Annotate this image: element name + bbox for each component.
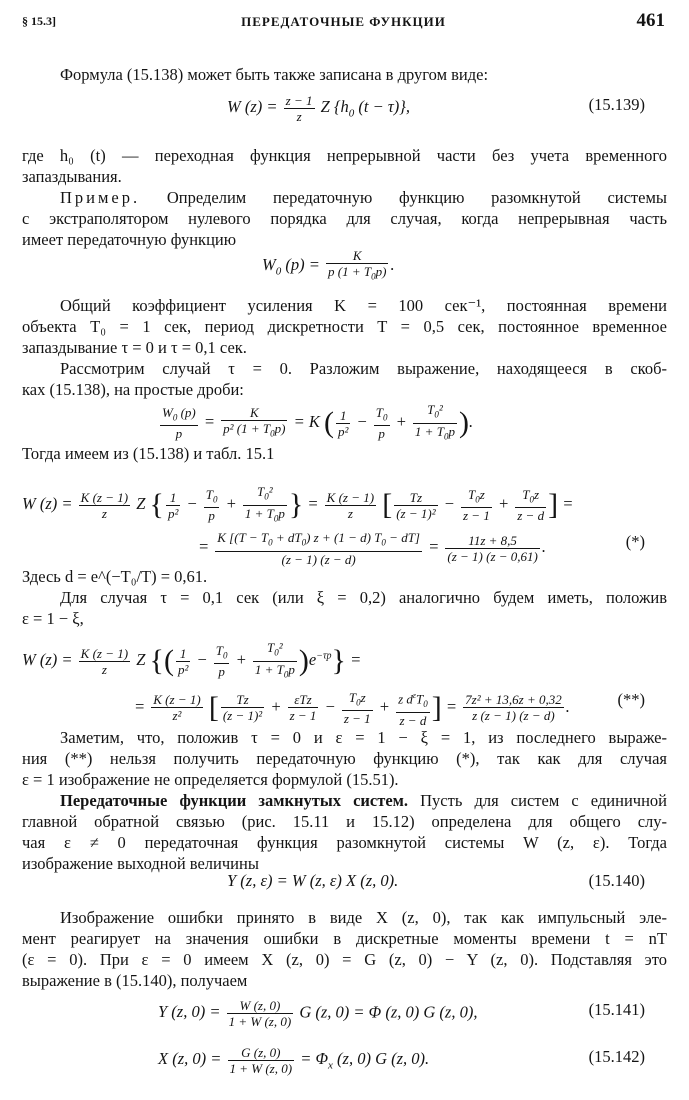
- text-line: мент реагирует на значения ошибки в дискретные моменты времени t = nT: [22, 929, 667, 948]
- text-line: Тогда имеем из (15.138) и табл. 15.1: [22, 444, 275, 463]
- page-header: [22, 12, 665, 34]
- equation-number: (15.140): [588, 871, 645, 890]
- text-line: ε = 1 изображение не определяется формулой (15.51).: [22, 770, 399, 789]
- page-number: 461: [636, 10, 665, 31]
- text-line: имеет передаточную функцию: [22, 230, 237, 249]
- text-line: Общий коэффициент усиления K = 100 сек⁻¹, постоянная времени: [60, 296, 667, 315]
- text-line: Рассмотрим случай τ = 0. Разложим выражение, находящееся в скоб-: [60, 359, 667, 378]
- equation-15-140: Y (z, ε) = W (z, ε) X (z, 0). (15.140): [22, 869, 667, 893]
- text-line: запаздывание τ = 0 и τ = 0,1 сек.: [22, 338, 247, 357]
- text-line: Передаточные функции замкнутых систем. Пусть для систем с единичной: [60, 791, 667, 810]
- text-line: объекта T₀ = 1 сек, период дискретности T = 0,5 сек, постоянное временное: [22, 317, 667, 336]
- text-line: главной обратной связью (рис. 15.11 и 15.12) определена для общего слу-: [22, 812, 667, 831]
- text-line: Формула (15.138) может быть также записана в другом виде:: [60, 65, 489, 84]
- text-line: Заметим, что, положив τ = 0 и ε = 1 − ξ = 1, из последнего выраже-: [60, 728, 667, 747]
- equation-dstar-line1: W (z) = $\frac{K (z - 1)}{z}$ Z {( $\frac{1}{\text{p²}}$ − $\frac{T_0}{p}$ + $\frac{T_0^2}{1 + T_0p}$ )$e^{-\tau p}$} =: [22, 640, 362, 680]
- text-line: где h₀ (t) — переходная функция непрерывной части без учета временного: [22, 146, 667, 165]
- equation-label-star: (*): [625, 532, 645, 551]
- equation-number: (15.139): [588, 95, 645, 114]
- text-line: ках (15.138), на простые дроби:: [22, 380, 244, 399]
- text-line: Изображение ошибки принято в виде X (z, 0), так как импульсный эле-: [60, 908, 667, 927]
- equation-star-line1: W (z) = $\frac{K (z - 1)}{z}$ Z { $\frac{1}{\text{p²}}$ − $\frac{T_0}{p}$ + $\frac{T_0^2}{1 + T_0p}$ } = $\frac{K (z - 1)}{z}$ [ $\frac{Tz}{\text{(z − 1)²}}$ − $\frac{T_0z}{z - 1}$ + $\frac{T_0z}{z - d}$ ] =: [22, 484, 574, 524]
- text-line: с экстраполятором нулевого порядка для случая, когда непрерывная часть: [22, 209, 667, 228]
- paragraph-heading: Передаточные функции замкнутых систем.: [60, 791, 409, 810]
- text-line: чая ε ≠ 0 передаточная функция разомкнутой системы W (z, ε). Тогда: [22, 833, 667, 852]
- text-line: (ε = 0). При ε = 0 имеем X (z, 0) = G (z, 0) − Y (z, 0). Подставляя это: [22, 950, 667, 969]
- text-line: Здесь d = e^(−T₀/T) = 0,61.: [22, 567, 208, 586]
- section-ref: § 15.3]: [22, 14, 56, 28]
- equation-w0: $W_0$ (p) = $\frac{K}{p (1 + T_0p)}$ .: [262, 248, 395, 282]
- text-line: изображение выходной величины: [22, 854, 259, 873]
- text-line: запаздывания.: [22, 167, 122, 186]
- equation-15-141: Y (z, 0) = $\frac{W (z, 0)}{1 + W (z, 0)}$ G (z, 0) = Φ (z, 0) G (z, 0), (15.141): [158, 998, 645, 1029]
- equation-number: (15.141): [588, 1000, 645, 1019]
- equation-label-dstar: (**): [617, 690, 645, 709]
- equation-dstar-line2: = $\frac{K (z - 1)}{\text{z²}}$ [ $\frac{Tz}{\text{(z − 1)²}}$ + $\frac{\text{εTz}}{z - 1}$ − $\frac{T_0z}{z - 1}$ + $\frac{z d^\varepsilon T_0}{z - d}$ ] = $\frac{\text{7z² + 13,6z + 0,32}}{z (z - 1) (z - d)}$ . (**): [134, 689, 645, 728]
- equation-number: (15.142): [588, 1047, 645, 1066]
- equation-partial-fractions: $\frac{W_0 (p)}{p}$ = $\frac{K}{p^2 (1 + T_0p)}$ = K ( $\frac{1}{\text{p²}}$ − $\frac{T_0}{p}$ + $\frac{T_0^2}{1 + T_0p}$ ).: [162, 402, 474, 442]
- equation-15-139: W (z) = $\frac{z - 1}{z}$ Z {$h_0$ (t − τ)}, (15.139): [227, 93, 645, 124]
- running-title: ПЕРЕДАТОЧНЫЕ ФУНКЦИИ: [241, 14, 446, 29]
- equation-15-142: X (z, 0) = $\frac{G (z, 0)}{1 + W (z, 0)}$ = $\Phi_x$ (z, 0) G (z, 0). (15.142): [158, 1045, 645, 1076]
- example-label: Пример.: [60, 188, 141, 207]
- text-line: Для случая τ = 0,1 сек (или ξ = 0,2) аналогично будем иметь, положив: [60, 588, 667, 607]
- text-line: ния (**) нельзя получить передаточную функцию (*), так как для случая: [22, 749, 667, 768]
- text-line: Пример. Определим передаточную функцию разомкнутой системы: [60, 188, 667, 207]
- text-line: выражение в (15.140), получаем: [22, 971, 248, 990]
- text-line: ε = 1 − ξ,: [22, 609, 84, 628]
- equation-star-line2: = $\frac{K [(T - T_0 + dT_0) z + (1 - d) T_0 - dT]}{(z - 1) (z - d)}$ = $\frac{11z + 8,5}{(z - 1) (z - 0,61)}$ . (*): [198, 530, 645, 567]
